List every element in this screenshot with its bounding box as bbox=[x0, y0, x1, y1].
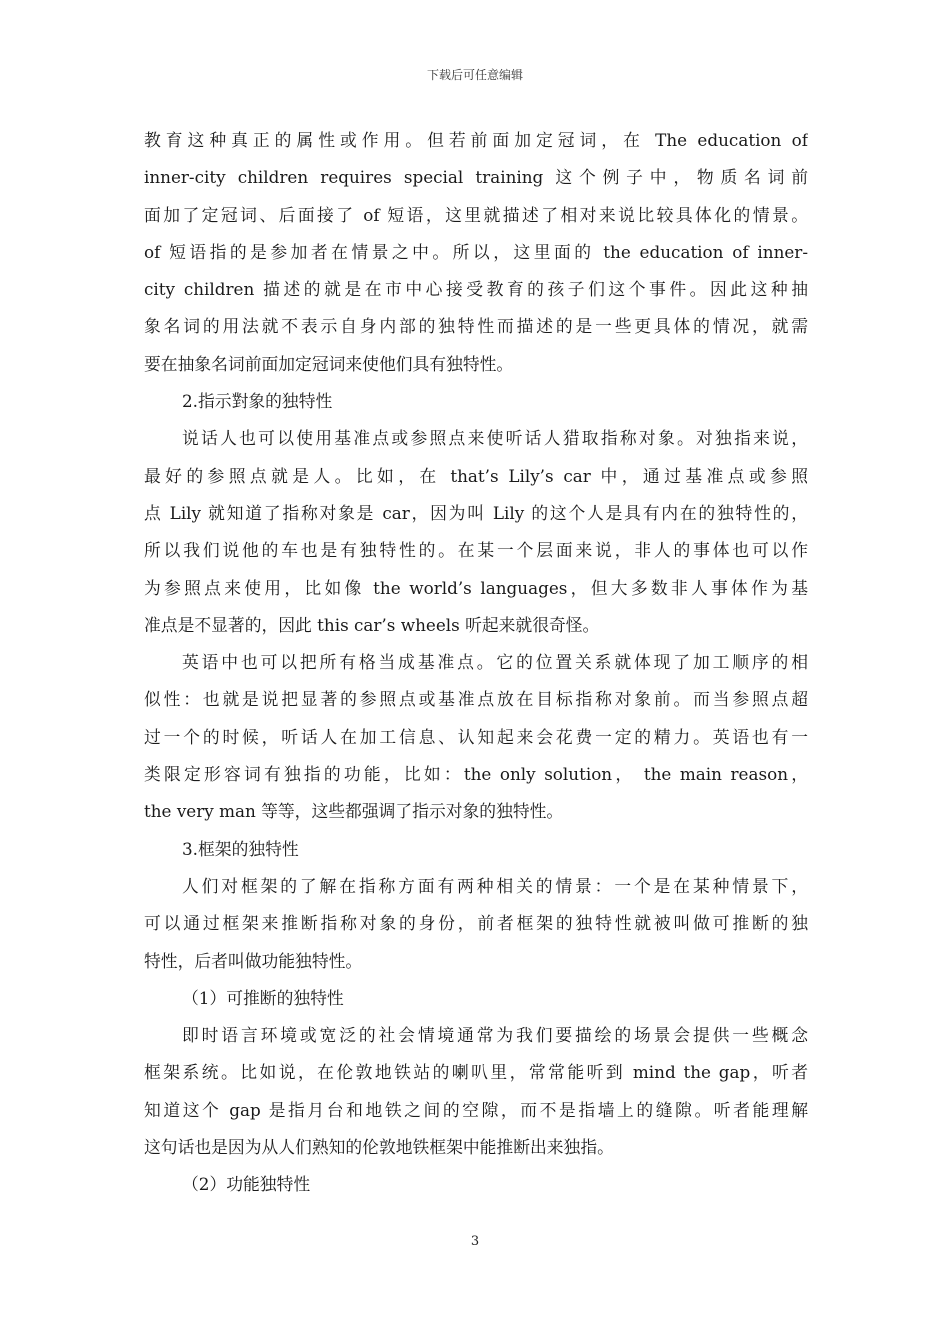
page-header: 下载后可任意编辑 bbox=[426, 68, 523, 82]
text-line: 可以通过框架来推断指称对象的身份，前者框架的独特性就被叫做可推断的独 bbox=[144, 913, 808, 934]
text-line: 点 Lily 就知道了指称对象是 car，因为叫 Lily 的这个人是具有内在的独特性的， bbox=[144, 502, 808, 523]
text-line: 英语中也可以把所有格当成基准点。它的位置关系就体现了加工顺序的相 bbox=[182, 652, 808, 673]
text-line: the very man 等等，这些都强调了指示对象的独特性。 bbox=[144, 801, 564, 822]
text-line: 似性：也就是说把显著的参照点或基准点放在目标指称对象前。而当参照点超 bbox=[144, 689, 808, 710]
text-line: 这句话也是因为从人们熟知的伦敦地铁框架中能推断出来独指。 bbox=[144, 1137, 614, 1158]
text-line: 知道这个 gap 是指月台和地铁之间的空隙，而不是指墙上的缝隙。听者能理解 bbox=[144, 1099, 808, 1120]
text-line: 即时语言环境或宽泛的社会情境通常为我们要描绘的场景会提供一些概念 bbox=[182, 1025, 808, 1046]
text-line: （1）可推断的独特性 bbox=[182, 987, 344, 1008]
text-line: 2.指示對象的独特性 bbox=[182, 391, 333, 412]
text-line: 准点是不显著的，因此 this car’s wheels 听起来就很奇怪。 bbox=[144, 614, 600, 635]
text-line: 说话人也可以使用基准点或参照点来使听话人猎取指称对象。对独指来说， bbox=[182, 428, 808, 449]
text-line: 过一个的时候，听话人在加工信息、认知起来会花费一定的精力。英语也有一 bbox=[144, 726, 808, 747]
text-line: 框架系统。比如说，在伦敦地铁站的喇叭里，常常能听到 mind the gap，听者 bbox=[144, 1062, 808, 1083]
text-line: 类限定形容词有独指的功能，比如：the only solution， the main reason， bbox=[144, 764, 808, 785]
document-body bbox=[144, 122, 808, 1204]
text-line: inner-city children requires special training 这个例子中，物质名词前 bbox=[144, 167, 808, 188]
text-line: 为参照点来使用，比如像 the world’s languages，但大多数非人事体作为基 bbox=[144, 577, 808, 598]
text-line: 3.框架的独特性 bbox=[182, 838, 299, 859]
text-line: 面加了定冠词、后面接了 of 短语，这里就描述了相对来说比较具体化的情景。 bbox=[144, 204, 808, 225]
text-line: （2）功能独特性 bbox=[182, 1174, 311, 1195]
text-line: 所以我们说他的车也是有独特性的。在某一个层面来说，非人的事体也可以作 bbox=[144, 540, 808, 561]
page-number: 3 bbox=[470, 1234, 480, 1249]
text-line: 最好的参照点就是人。比如，在 that’s Lily’s car 中，通过基准点或参照 bbox=[144, 465, 808, 486]
text-line: 特性，后者叫做功能独特性。 bbox=[144, 950, 363, 971]
text-line: 要在抽象名词前面加定冠词来使他们具有独特性。 bbox=[144, 353, 514, 374]
text-line: city children 描述的就是在市中心接受教育的孩子们这个事件。因此这种抽 bbox=[144, 279, 808, 300]
text-line: 象名词的用法就不表示自身内部的独特性而描述的是一些更具体的情况，就需 bbox=[144, 316, 808, 337]
text-line: 教育这种真正的属性或作用。但若前面加定冠词，在 The education of bbox=[144, 130, 808, 150]
text-line: 人们对框架的了解在指称方面有两种相关的情景：一个是在某种情景下， bbox=[182, 875, 808, 896]
text-line: of 短语指的是参加者在情景之中。所以，这里面的 the education of inner- bbox=[144, 241, 808, 262]
